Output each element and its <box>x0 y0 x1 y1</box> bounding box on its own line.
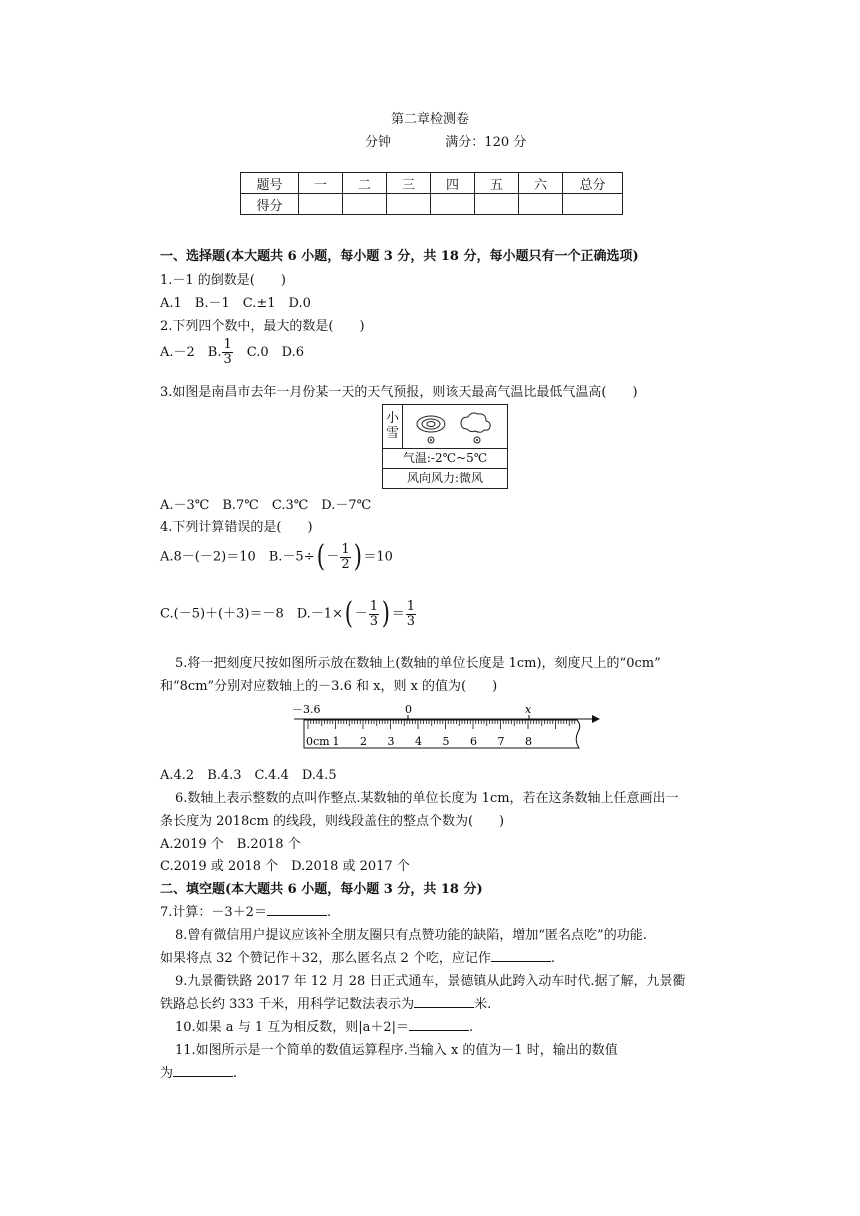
question-3: 3.如图是南昌市去年一月份某一天的天气预报，则该天最高气温比最低气温高( ) <box>160 385 638 400</box>
left-paren: ( <box>316 539 325 574</box>
punctuation: 米. <box>474 997 492 1012</box>
table-cell: 一 <box>299 173 343 194</box>
question-4-options-cd <box>160 597 417 631</box>
table-cell: 二 <box>343 173 387 194</box>
score-table <box>240 172 623 215</box>
question-4-options-ab <box>160 540 393 574</box>
exam-meta <box>365 131 526 150</box>
weather-forecast-figure <box>382 404 508 489</box>
question-text: 为 <box>160 1066 174 1081</box>
question-8-line1: 8.曾有微信用户提议应该补全朋友圈只有点赞功能的缺陷，增加“匿名点吃”的功能. <box>175 928 647 943</box>
question-5-line1: 5.将一把刻度尺按如图所示放在数轴上(数轴的单位长度是 1cm)，刻度尺上的“0cm” <box>175 656 661 671</box>
minus-sign: － <box>354 606 368 622</box>
answer-blank[interactable] <box>173 1065 233 1077</box>
page-title: 第二章检测卷 <box>390 112 469 127</box>
answer-blank[interactable] <box>409 1019 469 1031</box>
question-text: 如果将点 32 个赞记作＋32，那么匿名点 2 个吃，应记作 <box>160 951 491 966</box>
question-6-line2: 条长度为 2018cm 的线段，则线段盖住的整点个数为( ) <box>160 814 505 829</box>
ruler-number: 3 <box>387 735 395 748</box>
right-paren: ) <box>381 596 390 631</box>
punctuation: . <box>469 1020 474 1035</box>
fraction <box>406 600 416 629</box>
question-4: 4.下列计算错误的是( ) <box>160 520 313 535</box>
question-6-options-ab: A.2019 个 B.2018 个 <box>160 837 301 852</box>
option-text: C.0 D.6 <box>233 345 305 360</box>
score-input[interactable] <box>519 194 563 215</box>
ruler-figure <box>292 700 604 756</box>
snow-cloud-icon <box>405 407 505 447</box>
question-6-options-cd: C.2019 或 2018 个 D.2018 或 2017 个 <box>160 859 410 874</box>
option-text: A.－2 B. <box>160 345 222 360</box>
score-input[interactable] <box>387 194 431 215</box>
ruler-number: 6 <box>470 735 477 748</box>
ruler-numbers <box>306 735 532 748</box>
fraction <box>222 338 232 367</box>
table-cell: 六 <box>519 173 563 194</box>
answer-blank[interactable] <box>267 904 327 916</box>
table-cell: 题号 <box>241 173 299 194</box>
option-text: ＝10 <box>363 549 393 565</box>
weather-wind: 风向风力:微风 <box>383 468 507 488</box>
ruler-number: 7 <box>497 735 505 748</box>
numerator: 1 <box>406 598 416 614</box>
option-text: C.(－5)＋(＋3)＝－8 D.－1× <box>160 606 343 622</box>
weather-label-char: 小 <box>385 411 399 426</box>
numerator: 1 <box>369 598 378 614</box>
score-input[interactable] <box>431 194 475 215</box>
table-cell: 总分 <box>563 173 623 194</box>
answer-blank[interactable] <box>491 950 551 962</box>
ruler-number: 4 <box>415 735 422 748</box>
punctuation: . <box>233 1066 238 1081</box>
question-2-options <box>160 338 304 367</box>
table-cell: 三 <box>387 173 431 194</box>
ruler-number: 0cm <box>306 735 330 748</box>
section2-heading: 二、填空题(本大题共 6 小题，每小题 3 分，共 18 分) <box>160 882 483 897</box>
weather-label-char: 雪 <box>385 426 399 441</box>
table-cell: 四 <box>431 173 475 194</box>
question-3-options: A.－3℃ B.7℃ C.3℃ D.－7℃ <box>160 498 372 513</box>
section1-heading: 一、选择题(本大题共 6 小题，每小题 3 分，共 18 分，每小题只有一个正确选项) <box>160 249 639 264</box>
ruler-top-label: －3.6 <box>292 703 321 716</box>
equals-sign: ＝ <box>391 606 405 622</box>
punctuation: . <box>550 951 556 966</box>
question-1: 1.－1 的倒数是( ) <box>160 273 286 288</box>
right-paren: ) <box>353 539 362 574</box>
ruler-top-label: x <box>525 703 532 716</box>
weather-temperature: 气温:-2℃~5℃ <box>383 448 507 468</box>
fraction <box>369 600 379 629</box>
time-label: 分钟 <box>365 135 392 150</box>
ruler-ticks <box>308 720 575 729</box>
question-2: 2.下列四个数中，最大的数是( ) <box>160 319 365 334</box>
ruler-on-number-line-diagram <box>292 700 604 752</box>
score-input[interactable] <box>299 194 343 215</box>
question-text: 10.如果 a 与 1 互为相反数，则|a＋2|＝ <box>175 1020 410 1035</box>
denominator: 2 <box>341 556 350 572</box>
question-text: 7.计算：－3＋2＝ <box>160 905 267 920</box>
question-8-line2 <box>160 947 555 966</box>
weather-label <box>383 405 403 448</box>
question-6-line1: 6.数轴上表示整数的点叫作整点.某数轴的单位长度为 1cm，若在这条数轴上任意画出一 <box>175 791 679 806</box>
question-5-line2: 和“8cm”分别对应数轴上的－3.6 和 x，则 x 的值为( ) <box>160 679 498 694</box>
denominator: 3 <box>406 613 416 629</box>
question-11-line2 <box>160 1062 237 1081</box>
fraction <box>340 543 350 572</box>
question-text: 铁路总长约 333 千米，用科学记数法表示为 <box>160 997 415 1012</box>
ruler-number: 8 <box>525 735 532 748</box>
numerator: 1 <box>341 541 350 557</box>
table-cell: 得分 <box>241 194 299 215</box>
question-5-options: A.4.2 B.4.3 C.4.4 D.4.5 <box>160 768 337 783</box>
ruler-number: 5 <box>442 735 450 748</box>
question-11-line1: 11.如图所示是一个简单的数值运算程序.当输入 x 的值为－1 时，输出的数值 <box>175 1043 618 1058</box>
question-7 <box>160 901 331 920</box>
punctuation: . <box>326 905 332 920</box>
denominator: 3 <box>223 352 232 367</box>
question-9-line1: 9.九景衢铁路 2017 年 12 月 28 日正式通车，景德镇从此跨入动车时代.据了解，九景衢 <box>175 974 686 989</box>
ruler-number: 2 <box>360 735 367 748</box>
score-input[interactable] <box>343 194 387 215</box>
numerator: 1 <box>223 337 232 352</box>
ruler-number: 1 <box>332 735 340 748</box>
denominator: 3 <box>369 613 378 629</box>
score-input[interactable] <box>563 194 623 215</box>
left-paren: ( <box>344 596 353 631</box>
answer-blank[interactable] <box>414 996 474 1008</box>
question-10 <box>175 1016 473 1035</box>
ruler-top-label: 0 <box>405 703 412 716</box>
score-input[interactable] <box>475 194 519 215</box>
question-9-line2 <box>160 993 491 1012</box>
table-cell: 五 <box>475 173 519 194</box>
option-text: A.8－(－2)＝10 B.－5÷ <box>160 549 315 565</box>
full-score: 满分：120 分 <box>445 135 527 150</box>
question-1-options: A.1 B.－1 C.±1 D.0 <box>160 296 311 311</box>
minus-sign: － <box>326 549 340 565</box>
